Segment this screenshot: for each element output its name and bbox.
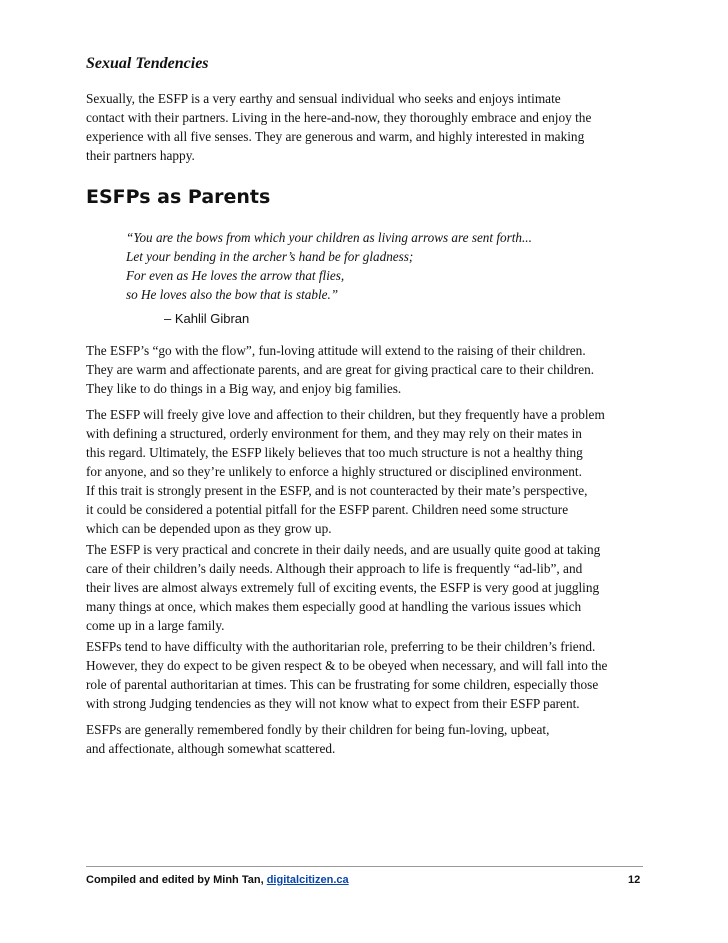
text-line: contact with their partners. Living in the here-and-now, they thoroughly embrace and enjoy the <box>86 110 592 125</box>
text-line: They are warm and affectionate parents, and are great for giving practical care to their children. <box>86 362 595 377</box>
text-line: role of parental authoritarian at times. This can be frustrating for some children, especially those <box>86 677 599 692</box>
quote-line: so He loves also the bow that is stable.” <box>126 287 339 302</box>
text-line: which can be depended upon as they grow up. <box>86 521 332 536</box>
paragraph-1 <box>86 341 646 398</box>
quote-attribution: – Kahlil Gibran <box>164 311 250 326</box>
quote-line: For even as He loves the arrow that flies, <box>126 268 345 283</box>
paragraph-2 <box>86 405 646 538</box>
footer-credit-text: Compiled and edited by Minh Tan, <box>86 874 267 886</box>
text-line: If this trait is strongly present in the ESFP, and is not counteracted by their mate’s perspective, <box>86 483 588 498</box>
text-line: this regard. Ultimately, the ESFP likely believes that too much structure is not a healthy thing <box>86 445 583 460</box>
page-number: 12 <box>628 874 641 886</box>
footer-credit <box>86 874 349 886</box>
quote-line: “You are the bows from which your children as living arrows are sent forth... <box>126 230 532 245</box>
text-line: The ESFP’s “go with the flow”, fun-loving attitude will extend to the raising of their children. <box>86 343 586 358</box>
text-line: with defining a structured, orderly environment for them, and they may rely on their mates in <box>86 426 582 441</box>
text-line: come up in a large family. <box>86 618 225 633</box>
text-line: ESFPs tend to have difficulty with the authoritarian role, preferring to be their children’s friend. <box>86 639 596 654</box>
text-line: The ESFP will freely give love and affection to their children, but they frequently have a problem <box>86 407 605 422</box>
text-line: The ESFP is very practical and concrete in their daily needs, and are usually quite good at taking <box>86 542 601 557</box>
text-line: They like to do things in a Big way, and enjoy big families. <box>86 381 402 396</box>
heading-esfps-as-parents: ESFPs as Parents <box>86 186 271 208</box>
text-line: for anyone, and so they’re unlikely to enforce a highly structured or disciplined environment. <box>86 464 582 479</box>
text-line: many things at once, which makes them especially good at handling the various issues which <box>86 599 582 614</box>
text-line: care of their children’s daily needs. Although their approach to life is frequently “ad-lib”, and <box>86 561 583 576</box>
footer-divider <box>86 866 643 867</box>
paragraph-sexual <box>86 89 646 165</box>
text-line: with strong Judging tendencies as they will not know what to expect from their ESFP parent. <box>86 696 580 711</box>
text-line: their partners happy. <box>86 148 195 163</box>
text-line: experience with all five senses. They are generous and warm, and highly interested in making <box>86 129 585 144</box>
paragraph-4 <box>86 637 646 713</box>
text-line: However, they do expect to be given respect & to be obeyed when necessary, and will fall into the <box>86 658 608 673</box>
text-line: and affectionate, although somewhat scattered. <box>86 741 336 756</box>
paragraph-3 <box>86 540 646 635</box>
text-line: Sexually, the ESFP is a very earthy and sensual individual who seeks and enjoys intimate <box>86 91 561 106</box>
text-line: their lives are almost always extremely full of exciting events, the ESFP is very good at juggling <box>86 580 600 595</box>
gibran-quote <box>126 228 532 304</box>
quote-line: Let your bending in the archer’s hand be for gladness; <box>126 249 414 264</box>
footer-link-digitalcitizen[interactable]: digitalcitizen.ca <box>266 874 349 886</box>
text-line: ESFPs are generally remembered fondly by their children for being fun-loving, upbeat, <box>86 722 550 737</box>
section-title-sexual-tendencies: Sexual Tendencies <box>86 55 209 72</box>
paragraph-5 <box>86 720 646 758</box>
text-line: it could be considered a potential pitfall for the ESFP parent. Children need some structure <box>86 502 569 517</box>
